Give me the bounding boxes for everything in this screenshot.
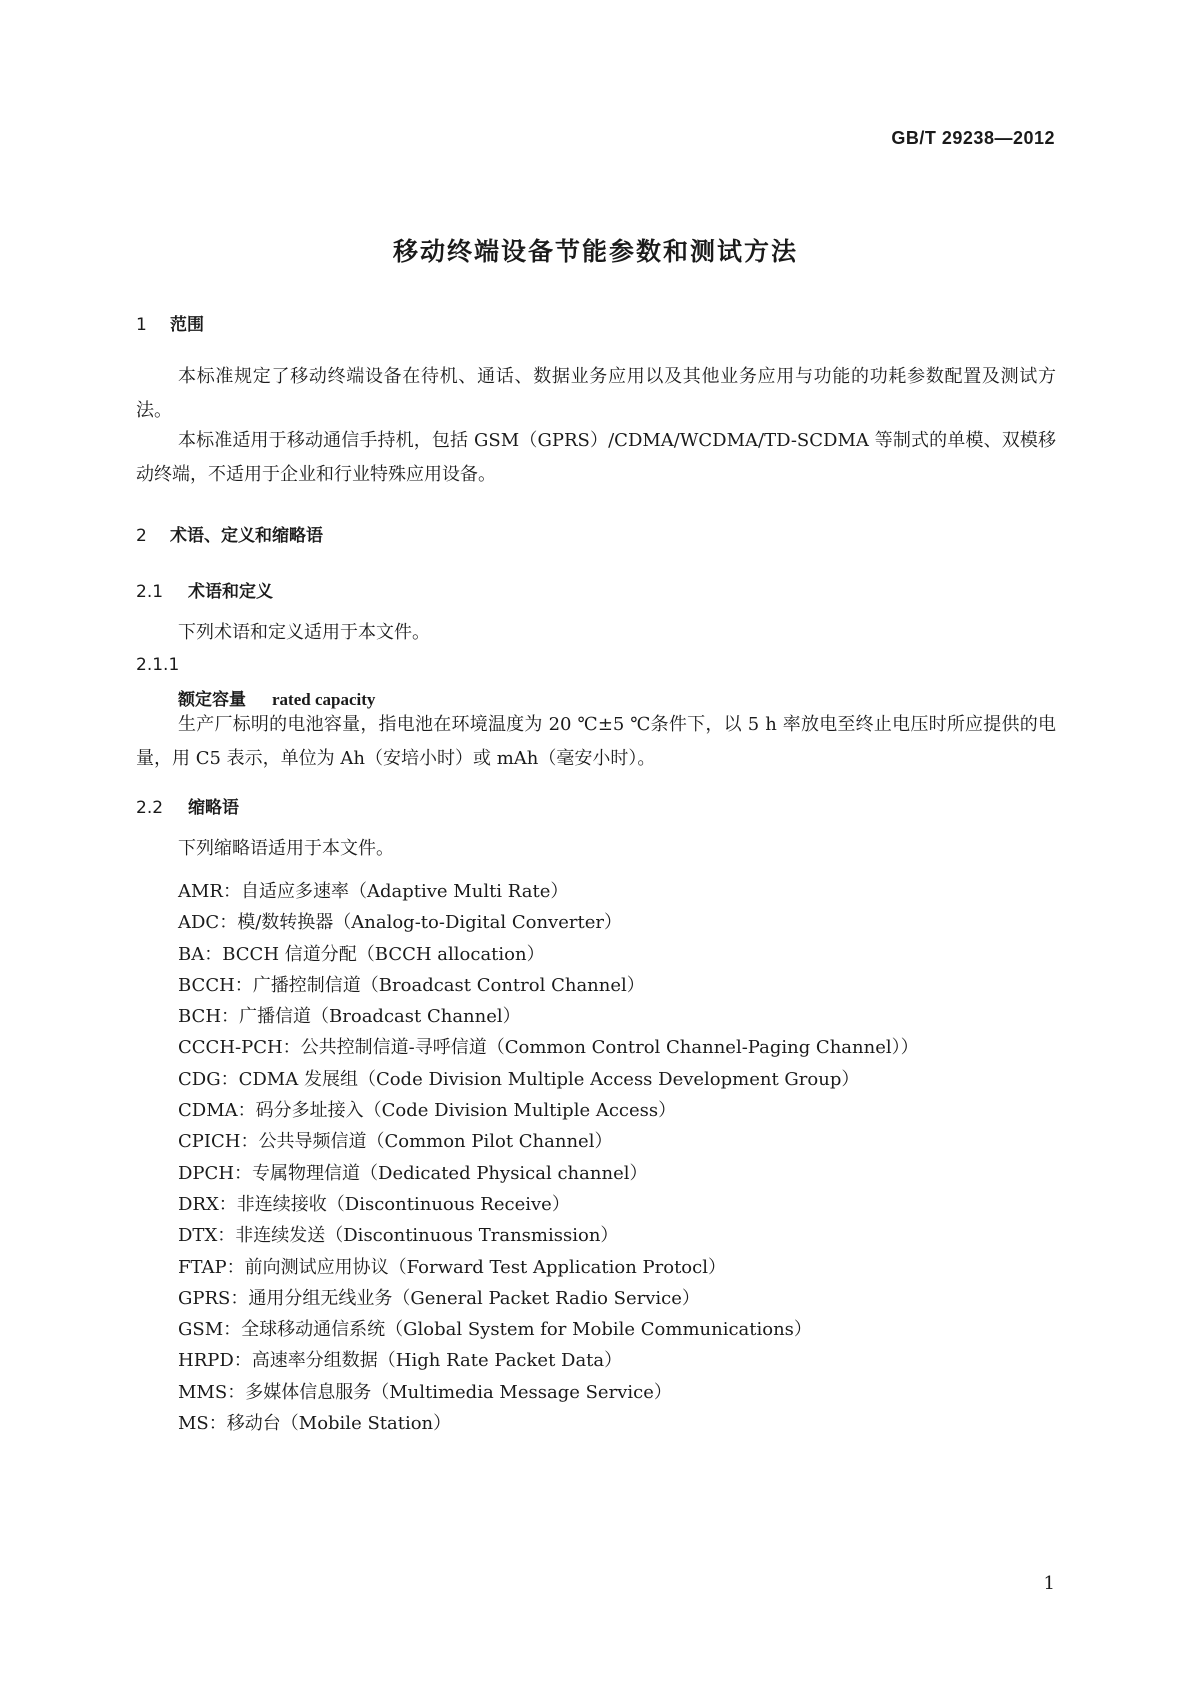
section-2-2-heading xyxy=(136,793,239,818)
list-item: DPCH：专属物理信道（Dedicated Physical channel） xyxy=(178,1162,648,1184)
term-english: rated capacity xyxy=(272,690,376,709)
page-number: 1 xyxy=(1043,1573,1055,1594)
section-2-heading xyxy=(136,521,323,546)
scope-paragraph-1: 本标准规定了移动终端设备在待机、通话、数据业务应用以及其他业务应用与功能的功耗参数配置及测试方法。 xyxy=(136,366,1056,421)
list-item: CDG：CDMA 发展组（Code Division Multiple Access Development Group） xyxy=(178,1068,860,1090)
standard-code: GB/T 29238—2012 xyxy=(891,128,1055,148)
section-title: 缩略语 xyxy=(188,798,239,818)
list-item: FTAP：前向测试应用协议（Forward Test Application Protocl） xyxy=(178,1256,726,1278)
section-2-1-heading xyxy=(136,577,273,602)
section-title: 术语、定义和缩略语 xyxy=(170,526,323,546)
list-item: CPICH：公共导频信道（Common Pilot Channel） xyxy=(178,1131,613,1153)
list-item: MS：移动台（Mobile Station） xyxy=(178,1413,452,1435)
section-number: 1 xyxy=(136,315,147,335)
term-number: 2.1.1 xyxy=(136,655,180,675)
list-item: BCCH：广播控制信道（Broadcast Control Channel） xyxy=(178,974,645,996)
section-title: 范围 xyxy=(170,315,204,335)
list-item: GPRS：通用分组无线业务（General Packet Radio Service） xyxy=(178,1287,700,1309)
list-item: DRX：非连续接收（Discontinuous Receive） xyxy=(178,1193,570,1215)
terms-intro: 下列术语和定义适用于本文件。 xyxy=(178,622,430,643)
section-title: 术语和定义 xyxy=(188,582,273,602)
term-definition: 生产厂标明的电池容量，指电池在环境温度为 20 ℃±5 ℃条件下，以 5 h 率放电至终止电压时所应提供的电量，用 C5 表示，单位为 Ah（安培小时）或 mAh（毫安小时）。 xyxy=(136,714,1056,769)
list-item: MMS：多媒体信息服务（Multimedia Message Service） xyxy=(178,1381,672,1403)
scope-paragraph-2: 本标准适用于移动通信手持机，包括 GSM（GPRS）/CDMA/WCDMA/TD-SCDMA 等制式的单模、双模移动终端，不适用于企业和行业特殊应用设备。 xyxy=(136,430,1056,485)
section-number: 2 xyxy=(136,526,147,546)
abbreviations-intro: 下列缩略语适用于本文件。 xyxy=(178,838,394,859)
list-item: CCCH-PCH：公共控制信道-寻呼信道（Common Control Channel-Paging Channel）） xyxy=(178,1037,919,1059)
list-item: BA：BCCH 信道分配（BCCH allocation） xyxy=(178,943,545,965)
abbreviation-list xyxy=(178,876,919,1439)
list-item: HRPD：高速率分组数据（High Rate Packet Data） xyxy=(178,1350,623,1372)
section-1-heading xyxy=(136,310,204,335)
list-item: ADC：模/数转换器（Analog-to-Digital Converter） xyxy=(178,912,622,934)
list-item: AMR：自适应多速率（Adaptive Multi Rate） xyxy=(178,881,569,902)
list-item: BCH：广播信道（Broadcast Channel） xyxy=(178,1006,521,1028)
document-title: 移动终端设备节能参数和测试方法 xyxy=(392,237,798,266)
term-entry xyxy=(178,685,375,710)
list-item: CDMA：码分多址接入（Code Division Multiple Access） xyxy=(178,1100,677,1122)
list-item: DTX：非连续发送（Discontinuous Transmission） xyxy=(178,1225,619,1247)
term-chinese: 额定容量 xyxy=(178,690,246,710)
section-number: 2.1 xyxy=(136,582,164,602)
section-number: 2.2 xyxy=(136,798,164,818)
list-item: GSM：全球移动通信系统（Global System for Mobile Communications） xyxy=(178,1319,812,1341)
